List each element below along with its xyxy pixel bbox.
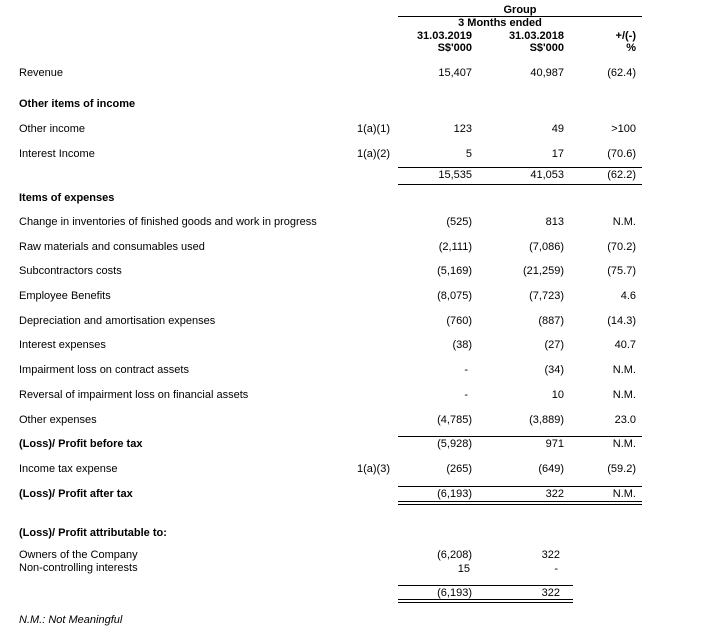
row-change-pct: N.M. xyxy=(612,488,636,500)
row-change-pct: N.M. xyxy=(612,438,636,450)
row-value-2018: (887) xyxy=(538,315,564,327)
row-value-2019: 15 xyxy=(457,563,470,575)
row-note: 1(a)(1) xyxy=(357,123,391,135)
row-value-2018: 10 xyxy=(551,389,564,401)
row-note: 1(a)(3) xyxy=(357,463,391,475)
loss-after-tax-label: (Loss)/ Profit after tax xyxy=(19,488,133,500)
attributable-double-rule xyxy=(398,599,573,603)
row-change-pct: N.M. xyxy=(612,389,636,401)
loss-before-tax-label: (Loss)/ Profit before tax xyxy=(19,438,143,450)
row-change-pct: >100 xyxy=(611,123,636,135)
row-label: Non-controlling interests xyxy=(19,562,138,574)
row-label: Impairment loss on contract assets xyxy=(19,364,189,376)
row-value-2018: (21,259) xyxy=(523,265,564,277)
row-label: Reversal of impairment loss on financial assets xyxy=(19,389,249,401)
row-value-2018: (649) xyxy=(538,463,564,475)
row-note: 1(a)(2) xyxy=(357,148,391,160)
row-value-2018: (34) xyxy=(544,364,564,376)
row-value-2019: 5 xyxy=(465,148,472,160)
group-heading: Group xyxy=(503,4,537,16)
row-label: Owners of the Company xyxy=(19,549,138,561)
before-tax-rule xyxy=(398,436,642,437)
row-change-pct: (14.3) xyxy=(607,315,636,327)
col2-unit: S$'000 xyxy=(529,42,564,54)
subtotal-2019: 15,535 xyxy=(438,169,472,181)
row-value-2019: (38) xyxy=(452,339,472,351)
row-value-2018: 813 xyxy=(545,216,564,228)
row-value-2018: (7,086) xyxy=(529,241,564,253)
row-value-2019: (8,075) xyxy=(437,290,472,302)
row-change-pct: 4.6 xyxy=(620,290,636,302)
row-change-pct: (75.7) xyxy=(607,265,636,277)
row-change-pct: 40.7 xyxy=(614,339,636,351)
attributable-rule xyxy=(398,585,573,586)
row-change-pct: N.M. xyxy=(612,364,636,376)
row-value-2019: (4,785) xyxy=(437,414,472,426)
row-value-2019: (2,111) xyxy=(438,241,472,253)
row-value-2019: (265) xyxy=(446,463,472,475)
row-value-2018: 40,987 xyxy=(530,67,564,79)
row-label: Subcontractors costs xyxy=(19,265,122,277)
row-value-2018: 971 xyxy=(545,438,564,450)
period-heading: 3 Months ended xyxy=(458,17,542,29)
row-value-2018: (7,723) xyxy=(529,290,564,302)
attributable-total-2018: 322 xyxy=(541,587,560,599)
row-change-pct: (70.2) xyxy=(607,241,636,253)
col3-heading: +/(-) xyxy=(615,30,636,42)
row-value-2019: (5,169) xyxy=(437,265,472,277)
row-label: Revenue xyxy=(19,67,64,79)
row-value-2019: 15,407 xyxy=(438,67,472,79)
footnote: N.M.: Not Meaningful xyxy=(19,614,123,626)
row-label: Interest Income xyxy=(19,148,95,160)
row-value-2018: 49 xyxy=(551,123,564,135)
row-label: Other income xyxy=(19,123,86,135)
row-label: Interest expenses xyxy=(19,339,106,351)
after-tax-rule xyxy=(398,486,642,487)
row-value-2018: (3,889) xyxy=(529,414,564,426)
col2-date: 31.03.2018 xyxy=(508,30,564,42)
row-label: Employee Benefits xyxy=(19,290,111,302)
row-value-2019: (760) xyxy=(446,315,472,327)
row-label: Other expenses xyxy=(19,414,97,426)
row-change-pct: 23.0 xyxy=(614,414,636,426)
row-change-pct: (70.6) xyxy=(607,148,636,160)
row-value-2018: - xyxy=(554,563,558,575)
subtotal-underline xyxy=(398,184,642,185)
row-label: Change in inventories of finished goods and work in progress xyxy=(19,216,317,228)
row-label: Raw materials and consumables used xyxy=(19,241,205,253)
row-value-2018: 322 xyxy=(541,549,560,561)
section-heading: Other items of income xyxy=(19,98,136,110)
row-label: Income tax expense xyxy=(19,463,118,475)
subtotal-2018: 41,053 xyxy=(530,169,564,181)
row-value-2019: (6,193) xyxy=(437,488,472,500)
attributable-total-2019: (6,193) xyxy=(437,587,472,599)
row-value-2019: - xyxy=(464,389,468,401)
row-value-2019: - xyxy=(464,364,468,376)
row-label: Depreciation and amortisation expenses xyxy=(19,315,216,327)
row-change-pct: N.M. xyxy=(612,216,636,228)
row-value-2019: (5,928) xyxy=(437,438,472,450)
row-value-2019: 123 xyxy=(453,123,472,135)
col1-date: 31.03.2019 xyxy=(416,30,472,42)
row-change-pct: (59.2) xyxy=(607,463,636,475)
col3-unit: % xyxy=(626,42,636,54)
col1-unit: S$'000 xyxy=(437,42,472,54)
row-change-pct: (62.4) xyxy=(607,67,636,79)
row-value-2019: (525) xyxy=(446,216,472,228)
subtotal-rule xyxy=(398,167,642,168)
section-heading: Items of expenses xyxy=(19,192,115,204)
row-value-2018: 17 xyxy=(551,148,564,160)
subtotal-change-pct: (62.2) xyxy=(607,169,636,181)
row-value-2018: (27) xyxy=(544,339,564,351)
row-value-2018: 322 xyxy=(545,488,564,500)
section-heading: (Loss)/ Profit attributable to: xyxy=(19,527,167,539)
after-tax-double-rule xyxy=(398,501,642,505)
row-value-2019: (6,208) xyxy=(437,549,472,561)
